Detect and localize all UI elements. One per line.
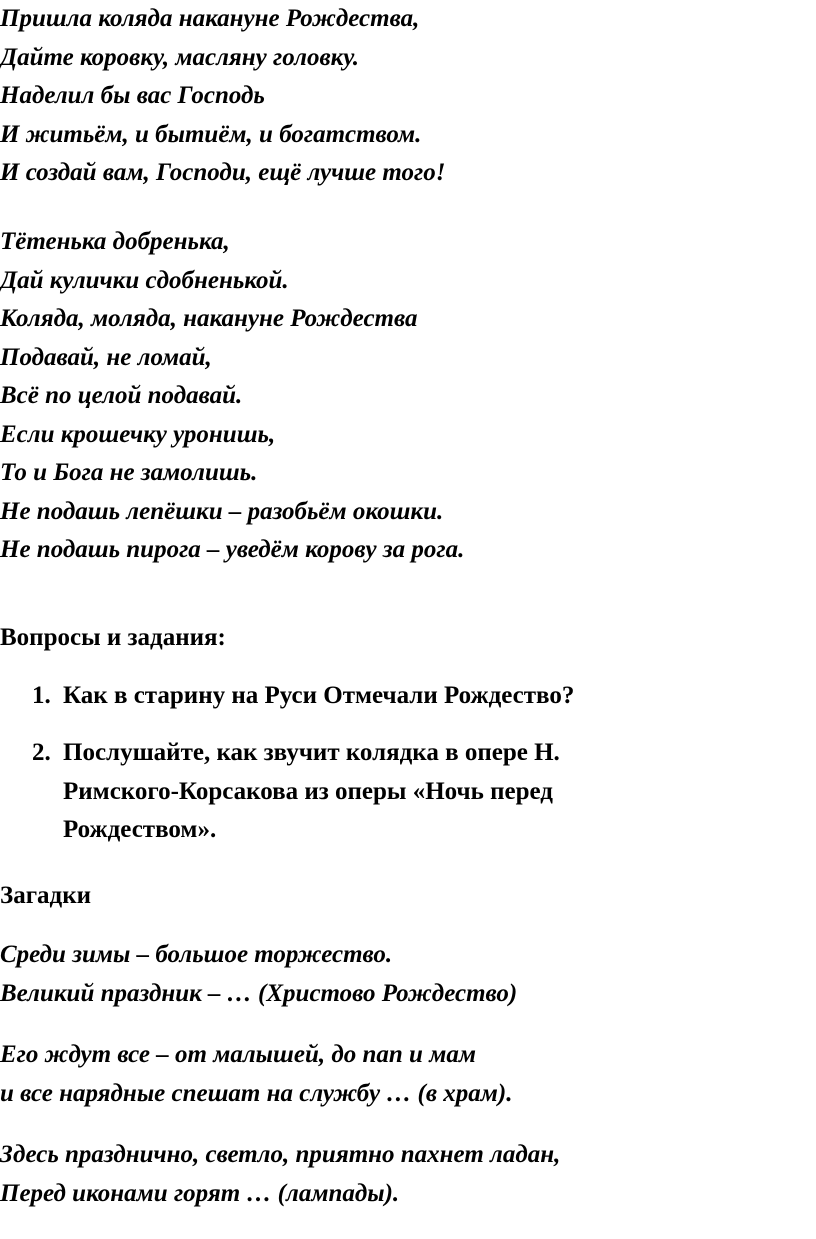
question-text: Послушайте, как звучит колядка в опере Н. (63, 739, 560, 766)
verse-line: И житьём, и бытиём, и богатством. (0, 120, 422, 148)
riddle-1 (0, 936, 517, 1013)
verse-line: И создай вам, Господи, ещё лучше того! (0, 159, 446, 186)
question-text: Римского-Корсакова из оперы «Ночь перед (63, 777, 553, 805)
question-text: Как в старину на Руси Отмечали Рождество? (63, 682, 575, 709)
riddles-heading: Загадки (0, 882, 92, 909)
question-text: Рождеством». (63, 816, 217, 843)
riddle-2 (0, 1036, 513, 1113)
riddle-line: Великий праздник – … (Христово Рождество) (0, 979, 518, 1007)
questions-heading: Вопросы и задания: (0, 624, 226, 651)
question-number: 1. (32, 682, 51, 709)
question-item (0, 677, 574, 716)
question-number: 2. (32, 739, 51, 766)
verse-line: Коляда, моляда, накануне Рождества (0, 305, 418, 332)
verse-line: Пришла коляда накануне Рождества, (0, 5, 420, 32)
verse-line: Дайте коровку, масляну головку. (0, 43, 360, 71)
riddle-line: Здесь празднично, светло, приятно пахнет ладан, (0, 1141, 561, 1168)
riddle-line: и все нарядные спешат на службу … (в храм). (0, 1079, 513, 1107)
riddle-line: Его ждут все – от малышей, до пап и мам (0, 1041, 476, 1068)
verse-line: Всё по целой подавай. (0, 382, 243, 409)
verse-line: Наделил бы вас Господь (0, 82, 265, 109)
riddle-line: Среди зимы – большое торжество. (0, 941, 393, 968)
question-item (0, 734, 560, 850)
riddle-line: Перед иконами горят … (лампады). (0, 1179, 400, 1207)
verse-line: Подавай, не ломай, (0, 343, 212, 371)
verse-line: Не подашь лепёшки – разобьём окошки. (0, 497, 444, 525)
verse-line: Не подашь пирога – уведём корову за рога. (0, 536, 465, 563)
verse-line: Тётенька добренька, (0, 228, 230, 255)
verse-line: Дай кулички сдобненькой. (0, 266, 289, 294)
verse-line: Если крошечку уронишь, (0, 420, 276, 448)
carol-stanza-2 (0, 223, 464, 570)
riddle-3 (0, 1136, 560, 1213)
carol-stanza-1 (0, 0, 445, 193)
verse-line: То и Бога не замолишь. (0, 459, 258, 486)
